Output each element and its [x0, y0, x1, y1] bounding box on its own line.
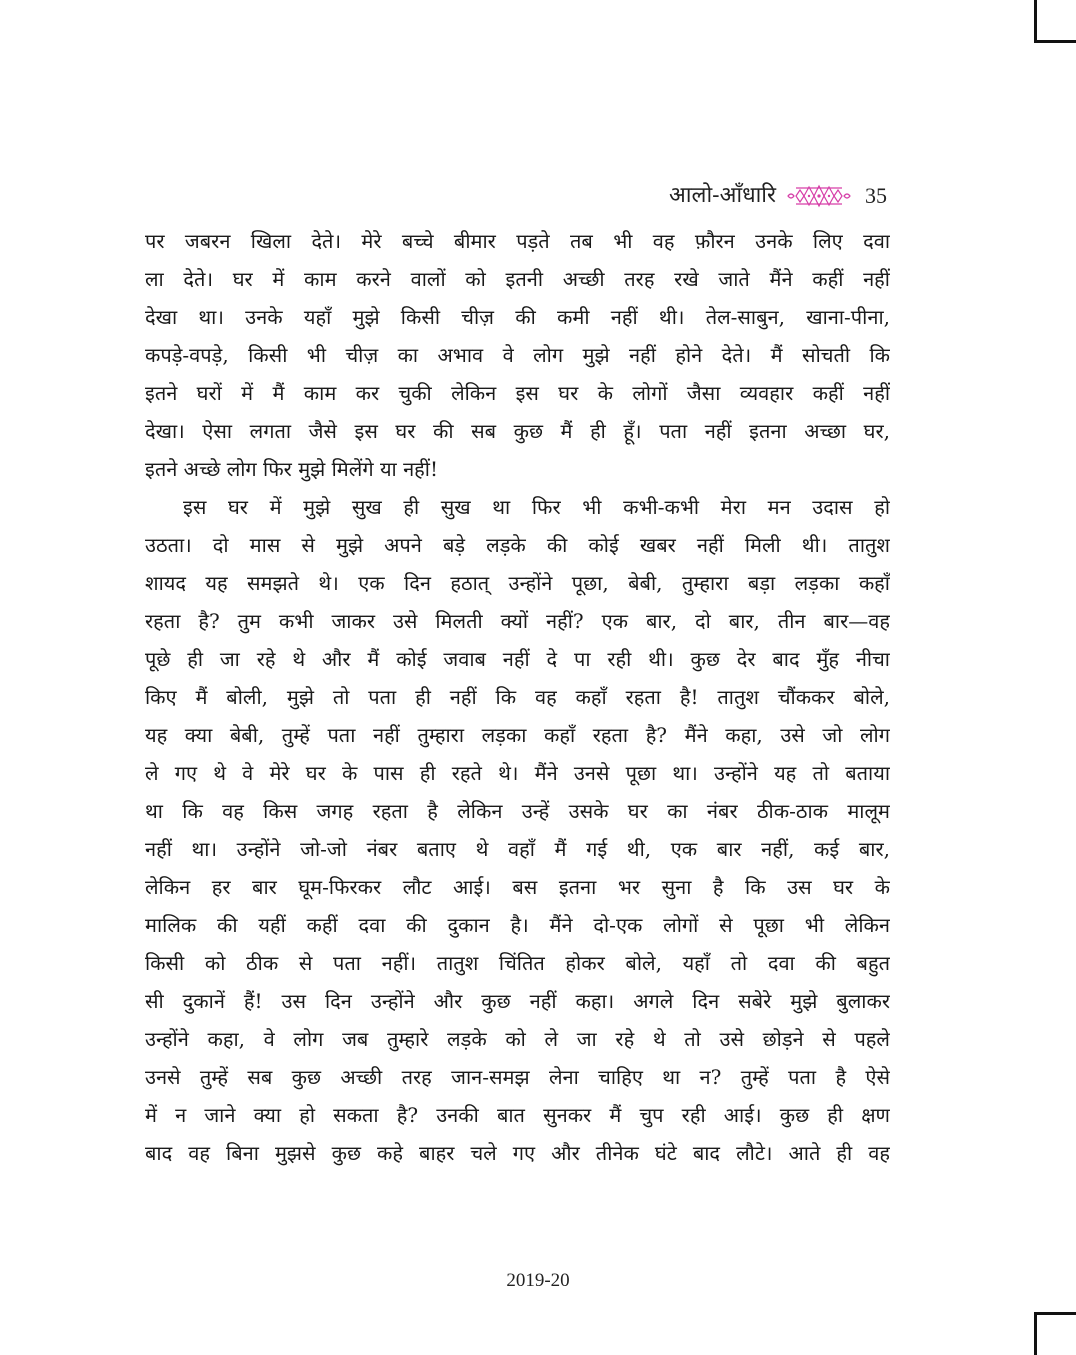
text-line: उन्होंने कहा, वे लोग जब तुम्हारे लड़के को ले जा रहे थे तो उसे छोड़ने से पहले — [145, 1027, 890, 1051]
crop-mark-top-right-vertical — [1034, 0, 1037, 42]
text-line: था कि वह किस जगह रहता है लेकिन उन्हें उसके घर का नंबर ठीक-ठाक मालूम — [145, 799, 890, 823]
text-line: किए मैं बोली, मुझे तो पता ही नहीं कि वह कहाँ रहता है! तातुश चौंककर बोले, — [145, 685, 890, 709]
text-line: लेकिन हर बार घूम-फिरकर लौट आई। बस इतना भर सुना है कि उस घर के — [145, 875, 890, 899]
body-text — [145, 222, 890, 1210]
crop-mark-top-right-horizontal — [1034, 40, 1076, 43]
text-line: ले गए थे वे मेरे घर के पास ही रहते थे। मैंने उनसे पूछा था। उन्होंने यह तो बताया — [145, 761, 890, 785]
text-line: रहता है? तुम कभी जाकर उसे मिलती क्यों नहीं? एक बार, दो बार, तीन बार—वह — [145, 609, 890, 633]
text-line: पर जबरन खिला देते। मेरे बच्चे बीमार पड़ते तब भी वह फ़ौरन उनके लिए दवा — [145, 229, 890, 253]
text-line: इतने घरों में मैं काम कर चुकी लेकिन इस घर के लोगों जैसा व्यवहार कहीं नहीं — [145, 381, 890, 405]
text-line: यह क्या बेबी, तुम्हें पता नहीं तुम्हारा लड़का कहाँ रहता है? मैंने कहा, उसे जो लोग — [145, 723, 890, 747]
crop-mark-bottom-right-horizontal — [1034, 1312, 1076, 1315]
text-line: कपड़े-वपड़े, किसी भी चीज़ का अभाव वे लोग मुझे नहीं होने देते। मैं सोचती कि — [145, 343, 890, 367]
text-line: बाद वह बिना मुझसे कुछ कहे बाहर चले गए और तीनेक घंटे बाद लौटे। आते ही वह — [145, 1141, 890, 1165]
text-line: नहीं था। उन्होंने जो-जो नंबर बताए थे वहाँ मैं गई थी, एक बार नहीं, कई बार, — [145, 837, 890, 861]
text-line: उनसे तुम्हें सब कुछ अच्छी तरह जान-समझ लेना चाहिए था न? तुम्हें पता है ऐसे — [145, 1065, 890, 1089]
footer-year: 2019-20 — [506, 1270, 570, 1291]
chapter-title: आलो-आँधारि — [669, 183, 776, 208]
running-header — [0, 180, 1076, 212]
text-line: मालिक की यहीं कहीं दवा की दुकान है। मैंने दो-एक लोगों से पूछा भी लेकिन — [145, 913, 890, 937]
text-line: शायद यह समझते थे। एक दिन हठात् उन्होंने पूछा, बेबी, तुम्हारा बड़ा लड़का कहाँ — [145, 571, 890, 595]
text-line: पूछे ही जा रहे थे और मैं कोई जवाब नहीं दे पा रही थी। कुछ देर बाद मुँह नीचा — [145, 647, 890, 671]
paragraph-1 — [145, 222, 890, 488]
text-line: इतने अच्छे लोग फिर मुझे मिलेंगे या नहीं! — [145, 457, 439, 481]
text-line: उठता। दो मास से मुझे अपने बड़े लड़के की कोई खबर नहीं मिली थी। तातुश — [145, 533, 890, 557]
crop-mark-bottom-right-vertical — [1034, 1312, 1037, 1355]
text-line: ला देते। घर में काम करने वालों को इतनी अच्छी तरह रखे जाते मैंने कहीं नहीं — [145, 267, 890, 291]
paragraph-2 — [145, 488, 890, 1210]
text-line: देखा। ऐसा लगता जैसे इस घर की सब कुछ मैं ही हूँ। पता नहीं इतना अच्छा घर, — [145, 419, 890, 443]
text-line: सी दुकानें हैं! उस दिन उन्होंने और कुछ नहीं कहा। अगले दिन सबेरे मुझे बुलाकर — [145, 989, 890, 1013]
text-line: इस घर में मुझे सुख ही सुख था फिर भी कभी-कभी मेरा मन उदास हो — [183, 495, 890, 519]
page-number: 35 — [865, 183, 887, 208]
text-line — [145, 1172, 890, 1210]
text-line: किसी को ठीक से पता नहीं। तातुश चिंतित होकर बोले, यहाँ तो दवा की बहुत — [145, 951, 890, 975]
text-line: में न जाने क्या हो सकता है? उनकी बात सुनकर मैं चुप रही आई। कुछ ही क्षण — [145, 1103, 890, 1127]
text-line: देखा था। उनके यहाँ मुझे किसी चीज़ की कमी नहीं थी। तेल-साबुन, खाना-पीना, — [145, 305, 890, 329]
decorative-ornament-icon — [786, 180, 852, 212]
